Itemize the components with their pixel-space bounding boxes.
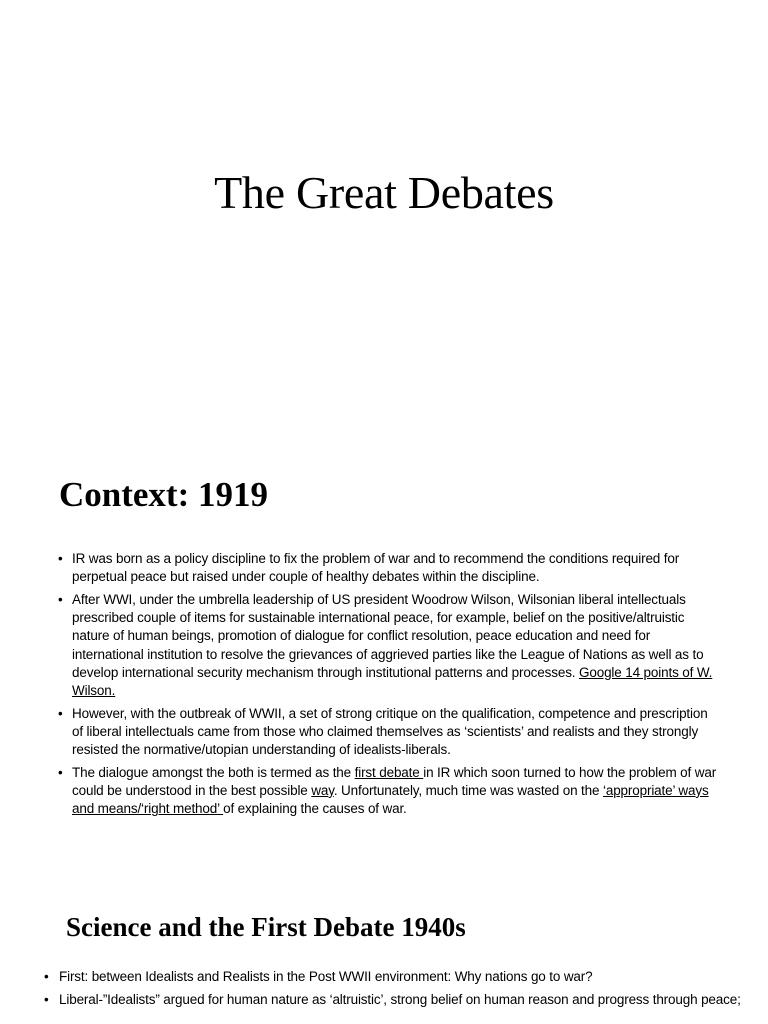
context-slide	[0, 440, 768, 880]
science-bullet-list	[44, 968, 744, 1013]
slide-title: The Great Debates	[214, 167, 554, 218]
bullet-text: The dialogue amongst the both is termed as the	[72, 764, 355, 780]
list-item	[58, 705, 718, 760]
way-link[interactable]: way	[311, 782, 334, 798]
bullet-text: . Unfortunately, much time was wasted on the	[333, 782, 603, 798]
bullet-text: First: between Idealists and Realists in the Post WWII environment: Why nations go to war?	[59, 969, 593, 984]
bullet-marker: •	[58, 764, 63, 780]
first-debate-link[interactable]: first debate	[354, 764, 424, 780]
right-method-link[interactable]: ‘appropriate’ ways and means/‘right method’	[72, 782, 709, 817]
bullet-marker: •	[58, 551, 63, 566]
wilson-14-points-link[interactable]: Google 14 points of W. Wilson.	[72, 664, 713, 698]
science-slide	[0, 880, 768, 1024]
bullet-text: Liberal-”Idealists” argued for human nature as ‘altruistic’, strong belief on human reason and progress through peace;	[59, 991, 741, 1007]
bullet-text: However, with the outbreak of WWII, a set of strong critique on the qualification, competence and prescription of liberal intellectuals came from those who claimed themselves as ‘scientists’ and realists and they strongly resisted the normative/utopian understanding of idealists-liberals.	[72, 705, 708, 758]
bullet-marker: •	[44, 969, 49, 984]
context-heading: Context: 1919	[59, 475, 268, 514]
list-item	[58, 591, 718, 700]
bullet-marker: •	[44, 991, 49, 1007]
list-item	[58, 550, 718, 586]
title-slide	[0, 0, 768, 440]
bullet-text: After WWI, under the umbrella leadership of US president Woodrow Wilson, Wilsonian liberal intellectuals prescribed couple of items for sustainable international peace, for example, belief on the positive/altruistic nature of human beings, promotion of dialogue for conflict resolution, peace education and need for international institution to resolve the grievances of aggrieved parties like the League of Nations as well as to develop international security mechanism through institutional patterns and processes.	[72, 591, 704, 680]
bullet-text: in IR which soon turned to how the problem of war could be understood in the best possible	[72, 764, 717, 798]
list-item	[58, 764, 718, 819]
list-item	[44, 991, 744, 1009]
bullet-text: IR was born as a policy discipline to fix the problem of war and to recommend the conditions required for perpetual peace but raised under couple of healthy debates within the discipline.	[72, 551, 680, 585]
science-heading: Science and the First Debate 1940s	[66, 912, 466, 942]
context-bullet-list	[58, 550, 718, 823]
list-item	[44, 968, 744, 986]
bullet-marker: •	[58, 705, 63, 721]
bullet-text: of explaining the causes of war.	[223, 801, 407, 817]
bullet-marker: •	[58, 591, 63, 607]
